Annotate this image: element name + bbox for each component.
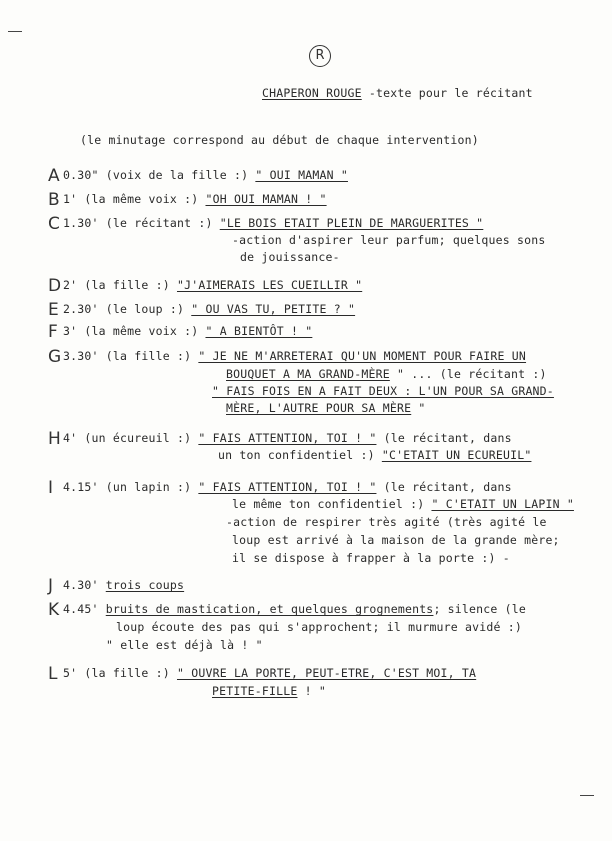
entry-letter: J [48, 576, 54, 596]
entry-line: 4.30' trois coups [63, 578, 185, 592]
entry-letter: G [48, 347, 62, 367]
entry-letter: L [48, 664, 58, 684]
entry-line: 3.30' (la fille :) " JE NE M'ARRETERAI QU'UN MOMENT POUR FAIRE UN [63, 349, 527, 363]
entry-line: 4' (un écureuil :) " FAIS ATTENTION, TOI ! " (le récitant, dans [63, 431, 512, 445]
entry-line: 2.30' (le loup :) " OU VAS TU, PETITE ? " [63, 302, 356, 316]
entry-letter: F [48, 322, 58, 342]
entry-line: 2' (la fille :) "J'AIMERAIS LES CUEILLIR " [63, 278, 363, 292]
entry-continuation: le même ton confidentiel :) " C'ETAIT UN LAPIN " [232, 497, 574, 511]
entry-line: 4.15' (un lapin :) " FAIS ATTENTION, TOI ! " (le récitant, dans [63, 480, 512, 494]
circled-r-mark: R [309, 45, 331, 67]
entry-continuation: BOUQUET A MA GRAND-MÈRE " ... (le récitant :) [226, 367, 547, 381]
document-title [262, 86, 533, 100]
entry-line: 5' (la fille :) " OUVRE LA PORTE, PEUT-ETRE, C'EST MOI, TA [63, 666, 477, 680]
entry-continuation: loup écoute des pas qui s'approchent; il murmure avidé :) [116, 620, 523, 634]
entry-continuation: il se dispose à frapper à la porte :) - [232, 551, 510, 565]
entry-letter: E [48, 300, 59, 320]
entry-continuation: un ton confidentiel :) "C'ETAIT UN ECUREUIL" [218, 448, 532, 462]
subtitle: -texte pour le récitant [361, 86, 533, 100]
entry-line: 1.30' (le récitant :) "LE BOIS ETAIT PLEIN DE MARGUERITES " [63, 216, 484, 230]
entry-continuation: " FAIS FOIS EN A FAIT DEUX : L'UN POUR SA GRAND- [212, 384, 554, 398]
entry-line: 1' (la même voix :) "OH OUI MAMAN ! " [63, 192, 327, 206]
entry-letter: A [48, 166, 60, 186]
entry-line: 4.45' bruits de mastication, et quelques grognements; silence (le [63, 602, 527, 616]
entry-continuation: -action de respirer très agité (très agité le [226, 515, 547, 529]
entry-letter: H [48, 429, 61, 449]
entry-continuation: PETITE-FILLE ! " [212, 684, 326, 698]
entry-letter: C [48, 214, 60, 234]
entry-line: 0.30" (voix de la fille :) " OUI MAMAN " [63, 168, 348, 182]
margin-mark [580, 795, 594, 796]
entry-letter: D [48, 276, 62, 296]
entry-letter: K [48, 600, 60, 620]
title: CHAPERON ROUGE [262, 86, 362, 100]
timing-note: (le minutage correspond au début de chaque intervention) [80, 133, 479, 147]
entry-continuation: de jouissance- [240, 250, 340, 264]
entry-continuation: MÈRE, L'AUTRE POUR SA MÈRE " [226, 401, 426, 415]
entry-continuation: -action d'aspirer leur parfum; quelques sons [232, 233, 546, 247]
entry-line: 3' (la même voix :) " A BIENTÔT ! " [63, 324, 313, 338]
entry-letter: B [48, 190, 60, 210]
entry-continuation: " elle est déjà là ! " [106, 638, 263, 652]
margin-mark [8, 31, 22, 32]
entry-letter: I [48, 478, 54, 498]
entry-continuation: loup est arrivé à la maison de la grande mère; [232, 533, 560, 547]
